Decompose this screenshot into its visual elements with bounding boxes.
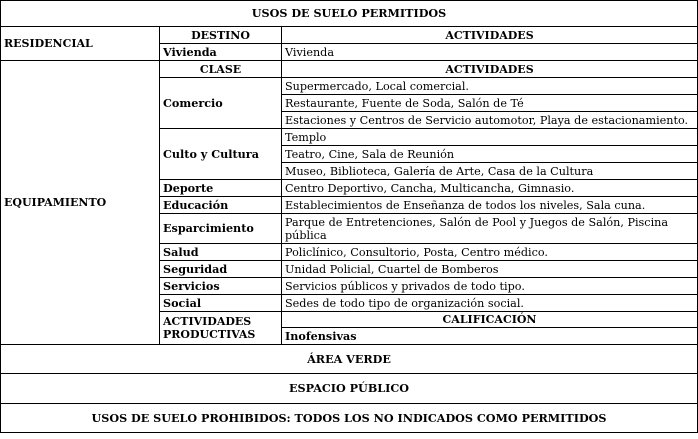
- equipamiento-activities-header: ACTIVIDADES: [282, 61, 698, 78]
- salud-activity: Policlínico, Consultorio, Posta, Centro médico.: [282, 244, 698, 261]
- culto-activity-2: Teatro, Cine, Sala de Reunión: [282, 146, 698, 163]
- servicios-clase: Servicios: [160, 278, 282, 295]
- vivienda-destino: Vivienda: [160, 44, 282, 61]
- destino-header: DESTINO: [160, 27, 282, 44]
- equipamiento-label: EQUIPAMIENTO: [1, 61, 160, 345]
- comercio-activity-1: Supermercado, Local comercial.: [282, 78, 698, 95]
- seguridad-activity: Unidad Policial, Cuartel de Bomberos: [282, 261, 698, 278]
- social-activity: Sedes de todo tipo de organización social.: [282, 295, 698, 312]
- prohibidos-row: [1, 404, 698, 433]
- seguridad-clase: Seguridad: [160, 261, 282, 278]
- esparcimiento-clase: Esparcimiento: [160, 214, 282, 244]
- culto-clase: Culto y Cultura: [160, 129, 282, 180]
- culto-activity-3: Museo, Biblioteca, Galería de Arte, Casa de la Cultura: [282, 163, 698, 180]
- area-verde: ÁREA VERDE: [1, 345, 698, 374]
- residencial-label: RESIDENCIAL: [1, 27, 160, 61]
- deporte-activity: Centro Deportivo, Cancha, Multicancha, Gimnasio.: [282, 180, 698, 197]
- salud-clase: Salud: [160, 244, 282, 261]
- residencial-header-row: [1, 27, 698, 44]
- calificacion-header: CALIFICACIÓN: [282, 312, 698, 328]
- usos-prohibidos: USOS DE SUELO PROHIBIDOS: TODOS LOS NO INDICADOS COMO PERMITIDOS: [1, 404, 698, 433]
- espacio-publico-row: [1, 374, 698, 404]
- espacio-publico: ESPACIO PÚBLICO: [1, 374, 698, 404]
- residencial-activities-header: ACTIVIDADES: [282, 27, 698, 44]
- equipamiento-header-row: [1, 61, 698, 78]
- productivas-label: ACTIVIDADES PRODUCTIVAS: [160, 312, 282, 345]
- culto-activity-1: Templo: [282, 129, 698, 146]
- educacion-activity: Establecimientos de Enseñanza de todos los niveles, Sala cuna.: [282, 197, 698, 214]
- area-verde-row: [1, 345, 698, 374]
- servicios-activity: Servicios públicos y privados de todo tipo.: [282, 278, 698, 295]
- comercio-activity-2: Restaurante, Fuente de Soda, Salón de Té: [282, 95, 698, 112]
- clase-header: CLASE: [160, 61, 282, 78]
- esparcimiento-activity: Parque de Entretenciones, Salón de Pool y Juegos de Salón, Piscina pública: [282, 214, 698, 244]
- deporte-clase: Deporte: [160, 180, 282, 197]
- table-title: USOS DE SUELO PERMITIDOS: [1, 1, 698, 27]
- comercio-clase: Comercio: [160, 78, 282, 129]
- educacion-clase: Educación: [160, 197, 282, 214]
- comercio-activity-3: Estaciones y Centros de Servicio automotor, Playa de estacionamiento.: [282, 112, 698, 129]
- title-row: [1, 1, 698, 27]
- vivienda-activity: Vivienda: [282, 44, 698, 61]
- social-clase: Social: [160, 295, 282, 312]
- inofensivas-calificacion: Inofensivas: [282, 328, 698, 345]
